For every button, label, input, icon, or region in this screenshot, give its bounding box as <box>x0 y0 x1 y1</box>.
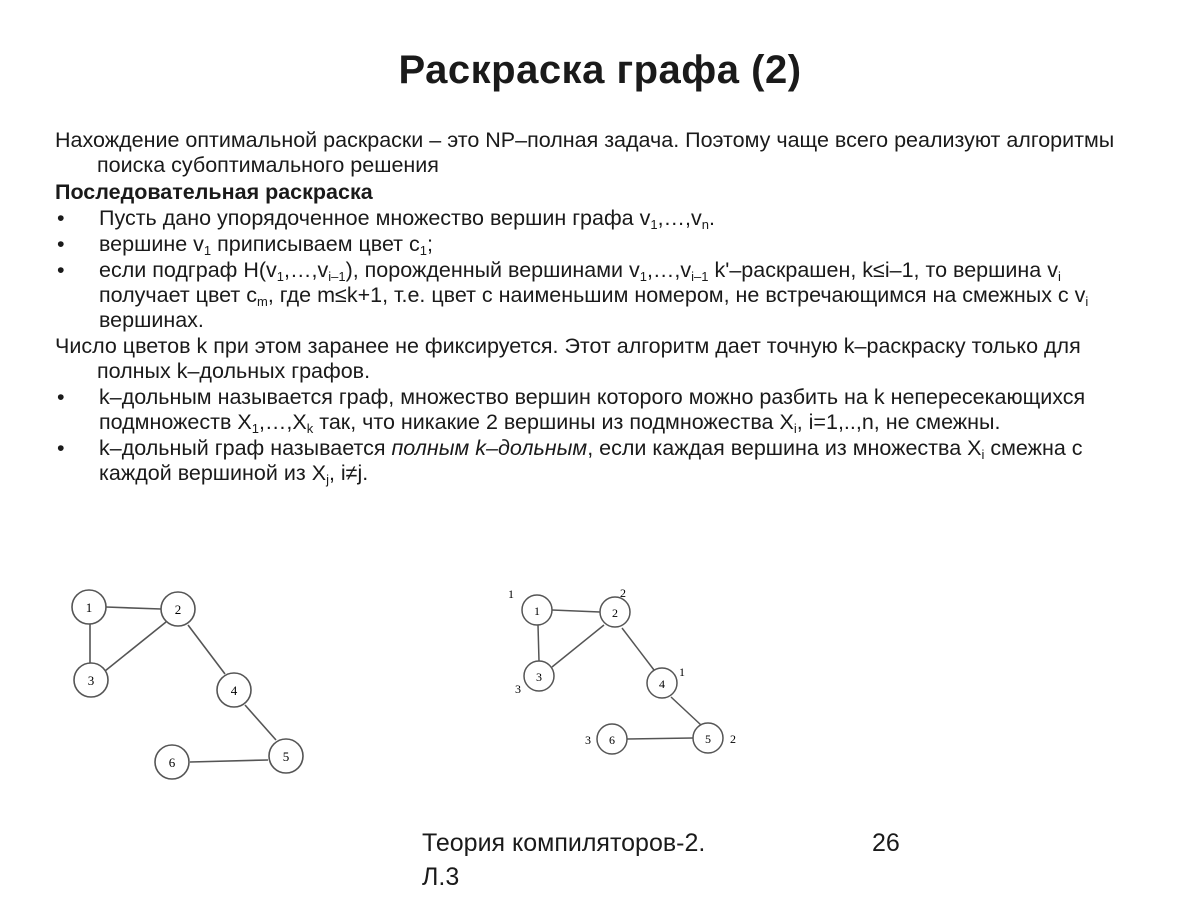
node-label: 1 <box>534 604 540 618</box>
subscript: 1 <box>251 421 259 436</box>
subscript: 1 <box>419 243 427 258</box>
graph-right-colored-diagram <box>500 575 760 775</box>
node-label: 6 <box>609 733 615 747</box>
text-run: . <box>709 206 715 230</box>
text-run: , где m≤k+1, т.е. цвет с наименьшим номером, не встречающимся на смежных с v <box>267 283 1086 307</box>
text-run: приписываем цвет c <box>211 232 420 256</box>
text-run: ; <box>427 232 433 256</box>
edge-1-3 <box>538 625 539 661</box>
bullet-item <box>55 232 1135 257</box>
edge-4-5 <box>245 705 276 740</box>
graph-node <box>600 586 630 627</box>
node-label: 2 <box>174 602 182 617</box>
graph-node <box>269 739 303 773</box>
bullet-item <box>55 258 1135 333</box>
node-color-label: 1 <box>679 665 685 679</box>
graph-node <box>585 724 627 754</box>
node-label: 5 <box>282 749 290 764</box>
text-run: ,…,v <box>284 258 329 282</box>
node-label: 4 <box>230 683 238 698</box>
node-label: 4 <box>659 677 665 691</box>
text-run: k'–раскрашен, k≤i–1, то вершина v <box>708 258 1058 282</box>
node-label: 5 <box>705 732 711 746</box>
node-color-label: 1 <box>508 587 514 601</box>
subscript: 1 <box>639 269 647 284</box>
subscript: i <box>1057 269 1061 284</box>
text-run: , если каждая вершина из множества X <box>587 436 982 460</box>
emphasis-text: полным k–дольным <box>391 436 588 460</box>
text-run: если подграф H(v <box>99 258 277 282</box>
graph-node <box>72 590 106 624</box>
slide-title: Раскраска графа (2) <box>398 48 802 92</box>
intro-paragraph: Нахождение оптимальной раскраски – это NP–полная задача. Поэтому чаще всего реализуют алгоритмы поиска субоптимального решения <box>55 128 1115 177</box>
page-number: 26 <box>872 829 900 857</box>
edge-1-2 <box>106 607 161 609</box>
graph-right-edges <box>538 610 701 739</box>
text-run: , i=1,..,n, не смежны. <box>796 410 1001 434</box>
text-run: k–дольным называется граф, множество вершин которого можно разбить на k непересекающихся подмножеств X <box>99 385 1086 434</box>
text-run: , i≠j. <box>328 461 369 485</box>
subscript: 1 <box>203 243 212 258</box>
text-run: ,…,v <box>657 206 702 230</box>
text-run: вершинах. <box>99 308 204 332</box>
bullet-item <box>55 436 1135 486</box>
graph-node <box>155 745 189 779</box>
node-label: 1 <box>85 600 93 615</box>
bullet-item <box>55 206 1135 231</box>
slide-content <box>55 128 1135 487</box>
edge-2-3 <box>105 622 166 671</box>
edge-4-5 <box>671 697 701 725</box>
text-run: получает цвет c <box>99 283 257 307</box>
subscript: i <box>981 447 985 462</box>
bullet-dot: • <box>57 436 65 460</box>
graph-node <box>693 723 736 753</box>
graph-node <box>161 592 195 626</box>
subscript: j <box>326 472 329 487</box>
subscript: i <box>1085 294 1089 309</box>
subscript: n <box>701 217 709 232</box>
bullet-dot: • <box>57 232 65 256</box>
bullet-dot: • <box>57 258 65 282</box>
graph-node <box>217 673 251 707</box>
bullet-dot: • <box>57 206 65 230</box>
node-label: 3 <box>87 673 95 688</box>
node-color-label: 3 <box>585 733 591 747</box>
edge-2-4 <box>622 628 654 670</box>
graph-node <box>647 665 685 698</box>
edge-5-6 <box>190 760 268 762</box>
text-run: смежна с каждой вершиной из X <box>99 436 1083 485</box>
text-run: ,…,X <box>258 410 307 434</box>
edge-2-3 <box>552 625 604 667</box>
subscript: m <box>256 294 268 309</box>
subscript: 1 <box>650 217 658 232</box>
graph-left-diagram <box>60 580 340 790</box>
algorithm-note-paragraph: Число цветов k при этом заранее не фиксируется. Этот алгоритм дает точную k–раскраску только для полных k–дольных графов. <box>55 334 1081 383</box>
text-run: Пусть дано упорядоченное множество вершин графа v <box>99 206 651 230</box>
subscript: i <box>793 421 797 436</box>
node-color-label: 2 <box>730 732 736 746</box>
footer-course-title <box>422 826 705 894</box>
edge-2-4 <box>188 625 225 674</box>
text-run: так, что никакие 2 вершины из подмножества X <box>313 410 794 434</box>
node-color-label: 2 <box>620 586 626 600</box>
section-heading: Последовательная раскраска <box>55 180 373 204</box>
text-run: ,…,v <box>646 258 692 282</box>
graph-node <box>508 587 552 625</box>
text-run: k–дольный граф называется <box>99 436 392 460</box>
edge-5-6 <box>627 738 693 739</box>
graph-node <box>74 663 108 697</box>
subscript: k <box>306 421 314 436</box>
text-run: вершине v <box>99 232 204 256</box>
subscript: i–1 <box>328 269 346 284</box>
node-color-label: 3 <box>515 682 521 696</box>
edge-1-2 <box>552 610 600 612</box>
text-run: ), порожденный вершинами v <box>345 258 640 282</box>
node-label: 6 <box>168 755 176 770</box>
node-label: 3 <box>536 670 542 684</box>
bullet-dot: • <box>57 385 65 409</box>
footer-title-line: Теория компиляторов-2. <box>422 829 706 857</box>
node-label: 2 <box>612 606 618 620</box>
bullet-item <box>55 385 1135 435</box>
subscript: 1 <box>276 269 284 284</box>
graph-node <box>515 661 554 696</box>
subscript: i–1 <box>691 269 709 284</box>
footer-title-line: Л.3 <box>422 863 460 891</box>
